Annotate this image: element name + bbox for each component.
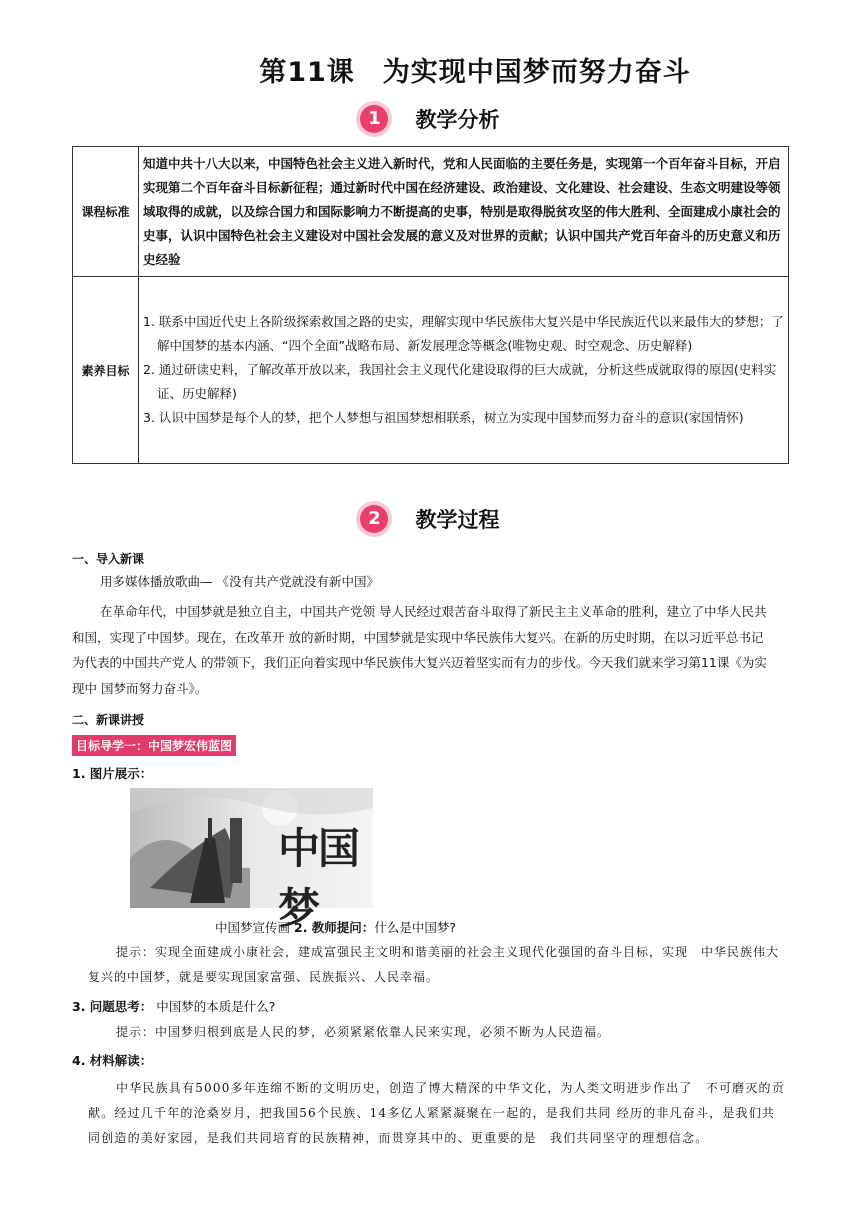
item4-line — [72, 1051, 152, 1069]
goal-tag: 目标导学一：中国梦宏伟蓝图 — [72, 735, 236, 756]
item3-question: 中国梦的本质是什么? — [156, 999, 276, 1014]
hint-2: 提示：中国梦归根到底是人民的梦，必须紧紧依靠人民来实现，必须不断为人民造福。 — [116, 1025, 611, 1039]
standard-header: 课程标准 — [73, 147, 139, 277]
goal-item: 1. 联系中国近代史上各阶级探索救国之路的史实，理解实现中华民族伟大复兴是中华民族近代以来最伟大的梦想；了解中国梦的基本内涵、“四个全面”战略布局、新发展理念等概念(唯物史观、时空观念、历史解释) — [143, 314, 784, 353]
item2-question: 什么是中国梦? — [374, 920, 456, 935]
section-number-badge: 2 — [360, 505, 388, 533]
item3-line — [72, 997, 275, 1015]
lesson-heading: 二、新课讲授 — [72, 713, 145, 727]
standard-text: 知道中共十八大以来，中国特色社会主义进入新时代，党和人民面临的主要任务是，实现第一个百年奋斗目标，开启实现第二个百年奋斗目标新征程；通过新时代中国在经济建设、政治建设、文化建设、社会建设、生态文明建设等领域取得的成就，以及综合国力和国际影响力不断提高的史事，特别是取得脱贫攻坚的伟大胜利、全面建成小康社会的史事，认识中国特色社会主义建设对中国社会发展的意义及对世界的贡献；认识中国共产党百年奋斗的历史意义和历史经验 — [139, 147, 789, 277]
section-analysis-header — [0, 104, 860, 134]
poster-calligraphy: 中国梦 — [278, 824, 359, 933]
goal-list — [139, 277, 789, 464]
page-title: 第11课 为实现中国梦而努力奋斗 — [259, 57, 691, 88]
item3-label: 3. 问题思考： — [72, 999, 153, 1014]
intro-paragraph: 在革命年代，中国梦就是独立自主，中国共产党领 导人民经过艰苦奋斗取得了新民主主义革命的胜利，建立了中华人民共和国，实现了中国梦。现在，在改革开 放的新时期，中国梦就是实现中华民族伟大复兴。在新的历史时期，在以习近平总书记为代表的中国共产党人 的带领下，我们正向着实现中华民族伟大复兴迈着坚实而有力的步伐。今天我们就来学习第11课《为实现中 国梦而努力奋斗》。 — [72, 604, 767, 696]
section-number-badge: 1 — [360, 105, 388, 133]
item4-label: 4. 材料解读： — [72, 1053, 153, 1068]
intro-song: 用多媒体播放歌曲— 《没有共产党就没有新中国》 — [100, 574, 379, 589]
section-process-header — [0, 504, 860, 534]
section-title: 教学分析 — [415, 108, 500, 132]
analysis-table — [72, 146, 789, 464]
goal-item: 3. 认识中国梦是每个人的梦，把个人梦想与祖国梦想相联系，树立为实现中国梦而努力奋斗的意识(家国情怀) — [143, 410, 744, 425]
item1-label: 1. 图片展示： — [72, 766, 153, 781]
item2-line — [215, 918, 456, 936]
hint-1: 提示：实现全面建成小康社会，建成富强民主文明和谐美丽的社会主义现代化强国的奋斗目标，实现 中华民族伟大复兴的中国梦，就是要实现国家富强、民族振兴、人民幸福。 — [88, 945, 780, 984]
intro-heading: 一、导入新课 — [72, 552, 145, 566]
poster-caption: 中国梦宣传画 — [215, 920, 291, 935]
goal-item: 2. 通过研读史料，了解改革开放以来，我国社会主义现代化建设取得的巨大成就，分析这些成就取得的原因(史料实证、历史解释) — [143, 362, 777, 401]
section-title: 教学过程 — [415, 508, 500, 532]
item2-label: 2. 教师提问： — [294, 920, 375, 935]
material-paragraph: 中华民族具有5000多年连绵不断的文明历史，创造了博大精深的中华文化，为人类文明进步作出了 不可磨灭的贡献。经过几千年的沧桑岁月，把我国56个民族、14多亿人紧紧凝聚在一起的，是我们共同 经历的非凡奋斗，是我们共同创造的美好家园，是我们共同培育的民族精神，而贯穿其中的、更重要的是 我们共同坚守的理想信念。 — [88, 1081, 785, 1145]
goal-header: 素养目标 — [73, 277, 139, 464]
